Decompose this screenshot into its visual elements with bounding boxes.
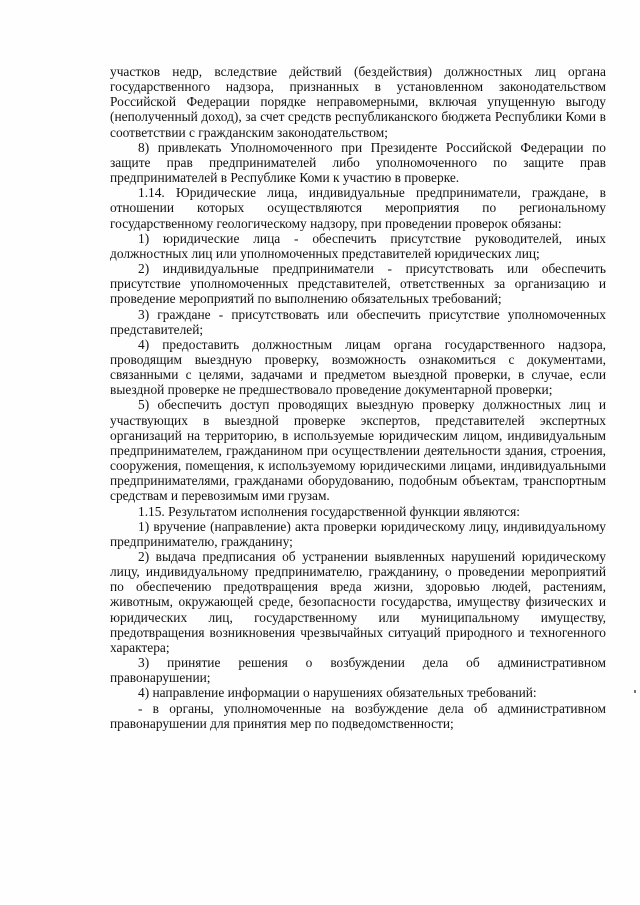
paragraph-item-8: 8) привлекать Уполномоченного при Президенте Российской Федерации по защите прав предпринимателей либо уполномоченного по защите прав предпринимателей в Республике Коми к участию в проверке. (110, 139, 606, 186)
paragraph-item-2-entrepreneurs: 2) индивидуальные предприниматели - присутствовать или обеспечить присутствие уполномоченных представителей, ответственных за организацию и проведение мероприятий по выполнению обязательных требований; (110, 261, 606, 307)
paragraph-item-1-legal-entities: 1) юридические лица - обеспечить присутствие руководителей, иных должностных лиц или уполномоченных представителей юридических лиц; (110, 230, 606, 261)
paragraph-item-3-citizens: 3) граждане - присутствовать или обеспечить присутствие уполномоченных представителей; (110, 306, 606, 337)
paragraph-section-1-14: 1.14. Юридические лица, индивидуальные предприниматели, граждане, в отношении которых осуществляются мероприятия по региональному государственному геологическому надзору, при проведении проверок обязаны: (110, 185, 606, 231)
paragraph-result-4-bullet: - в органы, уполномоченные на возбуждение дела об административном правонарушении для принятия мер по подведомственности; (110, 700, 606, 731)
paragraph-result-4: 4) направление информации о нарушениях обязательных требований: (138, 685, 537, 701)
paragraph-result-3: 3) принятие решения о возбуждении дела об административном правонарушении; (110, 655, 606, 686)
document-body (110, 64, 606, 731)
scan-edge-mark (634, 690, 636, 693)
paragraph-item-5-access: 5) обеспечить доступ проводящих выездную проверку должностных лиц и участвующих в выездной проверке экспертов, представителей экспертных организаций на территорию, в используемые юридическим лицом, индивидуальным предпринимателем, гражданином при осуществлении деятельности здания, строения, сооружения, помещения, к используемому юридическими лицами, индивидуальными предпринимателями, гражданами оборудованию, подобным объектам, транспортным средствам и перевозимым ими грузам. (110, 397, 606, 504)
paragraph-result-1: 1) вручение (направление) акта проверки юридическому лицу, индивидуальному предпринимателю, гражданину; (110, 518, 606, 549)
paragraph-result-2: 2) выдача предписания об устранении выявленных нарушений юридическому лицу, индивидуальному предпринимателю, гражданину, о проведении мероприятий по обеспечению предотвращения вреда жизни, здоровью людей, растениям, животным, окружающей среде, безопасности государства, имуществу физических и юридических лиц, государственному или муниципальному имуществу, предотвращения возникновения чрезвычайных ситуаций природного и техногенного характера; (110, 549, 606, 655)
paragraph-section-1-15: 1.15. Результатом исполнения государственной функции являются: (138, 503, 521, 519)
paragraph-continuation: участков недр, вследствие действий (бездействия) должностных лиц органа государственного надзора, признанных в установленном законодательством Российской Федерации порядке неправомерными, включая упущенную выгоду (неполученный доход), за счет средств республиканского бюджета Республики Коми в соответствии с гражданским законодательством; (110, 64, 606, 140)
paragraph-item-4-documents: 4) предоставить должностным лицам органа государственного надзора, проводящим выездную проверку, возможность ознакомиться с документами, связанными с целями, задачами и предметом выездной проверки, в случае, если выездной проверке не предшествовало проведение документарной проверки; (110, 336, 606, 398)
